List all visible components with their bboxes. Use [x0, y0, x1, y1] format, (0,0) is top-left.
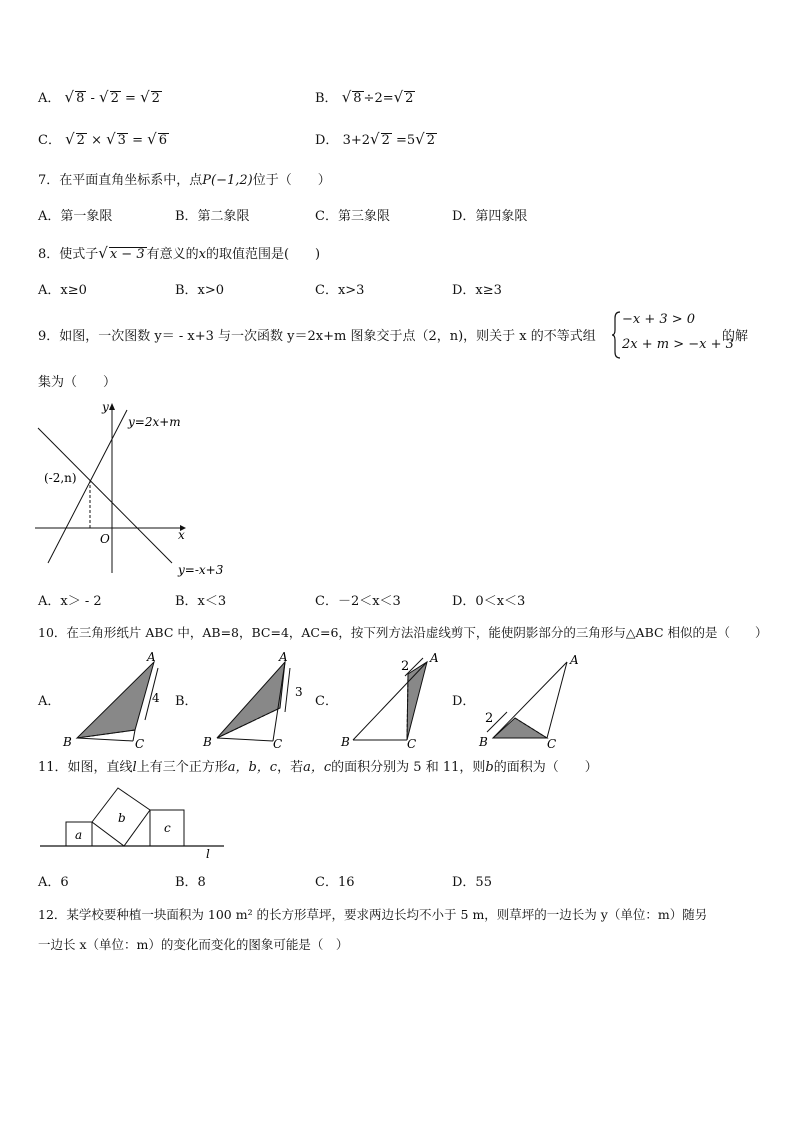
- q10-figure-d: [475, 650, 595, 750]
- x-axis-label: x: [178, 528, 185, 542]
- q10-option-b-label: B．: [175, 694, 198, 709]
- q9-inequality-system: [612, 310, 732, 360]
- q8-option-d: D．x≥3: [452, 283, 502, 298]
- q9-graph: [30, 398, 230, 583]
- q9-stem-line2: 集为（ ）: [38, 375, 117, 390]
- brace-icon: [612, 310, 622, 360]
- q12-stem-line1: 12．某学校要种植一块面积为 100 m² 的长方形草坪，要求两边长均不小于 5 m，则草坪的一边长为 y（单位：m）随另: [38, 907, 708, 922]
- square-a-label: a: [75, 828, 83, 842]
- q11-option-a: A．6: [38, 875, 69, 890]
- line2-label: y=-x+3: [178, 563, 224, 577]
- measure-label: 4: [152, 691, 160, 705]
- q11-figure: [38, 780, 238, 860]
- vertex-a-label: A: [430, 651, 439, 665]
- q10-option-c-label: C．: [315, 694, 338, 709]
- q10-option-a-label: A．: [38, 694, 61, 709]
- side-ab: [493, 662, 567, 738]
- q9-option-d: D．0＜x＜3: [452, 594, 526, 609]
- vertex-c-label: C: [547, 737, 557, 750]
- y-axis-label: y: [102, 400, 109, 414]
- square-b-label: b: [118, 811, 126, 825]
- vertex-a-label: A: [570, 653, 579, 667]
- vertex-b-label: B: [341, 735, 350, 749]
- q10-option-d-label: D．: [452, 694, 476, 709]
- measure-label: 2: [401, 659, 410, 674]
- q9-stem-end: 的解: [722, 329, 749, 344]
- side-bc: [217, 738, 273, 741]
- vertex-b-label: B: [63, 735, 72, 749]
- vertex-b-label: B: [203, 735, 212, 749]
- q11-stem: 11．如图，直线l上有三个正方形a，b，c，若a，c的面积分别为 5 和 11，则b的面积为（ ）: [38, 760, 598, 775]
- q6-option-c: C． √ 2 × √ 3 = √ 6: [38, 130, 167, 148]
- vertex-c-label: C: [273, 737, 283, 750]
- line1-label: y=2x+m: [128, 415, 181, 429]
- q9-inequality-1: −x + 3 > 0: [622, 312, 696, 327]
- vertex-b-label: B: [479, 735, 488, 749]
- q7-option-c: C．第三象限: [315, 209, 390, 224]
- q12-stem-line2: 一边长 x（单位：m）的变化而变化的图象可能是（ ）: [38, 937, 349, 952]
- q11-option-b: B．8: [175, 875, 206, 890]
- vertex-a-label: A: [279, 650, 288, 664]
- square-c-label: c: [164, 821, 171, 835]
- shaded-triangle: [407, 662, 427, 740]
- q7-option-b: B．第二象限: [175, 209, 250, 224]
- origin-label: O: [100, 532, 110, 546]
- measure-label: 2: [485, 711, 494, 726]
- q8-option-a: A．x≥0: [38, 283, 87, 298]
- measure-arrow: [285, 668, 290, 712]
- vertex-c-label: C: [407, 737, 417, 750]
- side-b-c: [77, 738, 133, 741]
- q6-option-b: B． √ 8 ÷2=√ 2: [315, 88, 414, 106]
- q7-option-d: D．第四象限: [452, 209, 528, 224]
- vertex-a-label: A: [147, 650, 156, 664]
- side-ac: [547, 662, 567, 738]
- intersection-label: (-2,n): [44, 471, 77, 485]
- q9-option-a: A．x＞ - 2: [38, 594, 102, 609]
- y-axis-arrow-icon: [109, 403, 115, 410]
- q9-option-c: C．－2＜x＜3: [315, 594, 401, 609]
- vertex-c-label: C: [135, 737, 145, 750]
- q9-option-b: B．x＜3: [175, 594, 227, 609]
- line-l-label: l: [206, 847, 210, 860]
- measure-label: 3: [295, 685, 303, 699]
- q10-figure-a: [55, 650, 175, 750]
- q10-stem: 10．在三角形纸片 ABC 中，AB=8，BC=4，AC=6，按下列方法沿虚线剪下，能使阴影部分的三角形与△ABC 相似的是（ ）: [38, 625, 768, 640]
- q7-stem: 7．在平面直角坐标系中，点P(−1,2)位于（ ）: [38, 173, 331, 188]
- q6-option-d: D． 3+2√ 2 =5√ 2: [315, 130, 435, 148]
- q11-option-c: C．16: [315, 875, 355, 890]
- q11-option-d: D．55: [452, 875, 492, 890]
- line-2x-plus-m: [48, 410, 127, 563]
- q6-option-a: A． √ 8 - √ 2 = √ 2: [38, 88, 160, 106]
- q9-stem: 9．如图，一次图数 y＝ - x+3 与一次函数 y＝2x+m 图象交于点（2，n)，则关于 x 的不等式组: [38, 329, 596, 344]
- q9-inequality-2: 2x + m > −x + 3: [622, 337, 734, 352]
- q8-option-b: B．x>0: [175, 283, 225, 298]
- q8-stem: 8．使式子√ x − 3 有意义的x的取值范围是( ): [38, 244, 321, 262]
- q10-figure-c: [335, 650, 455, 750]
- shaded-triangle: [77, 662, 154, 738]
- q8-option-c: C．x>3: [315, 283, 365, 298]
- q10-figure-b: [195, 650, 315, 750]
- q7-option-a: A．第一象限: [38, 209, 113, 224]
